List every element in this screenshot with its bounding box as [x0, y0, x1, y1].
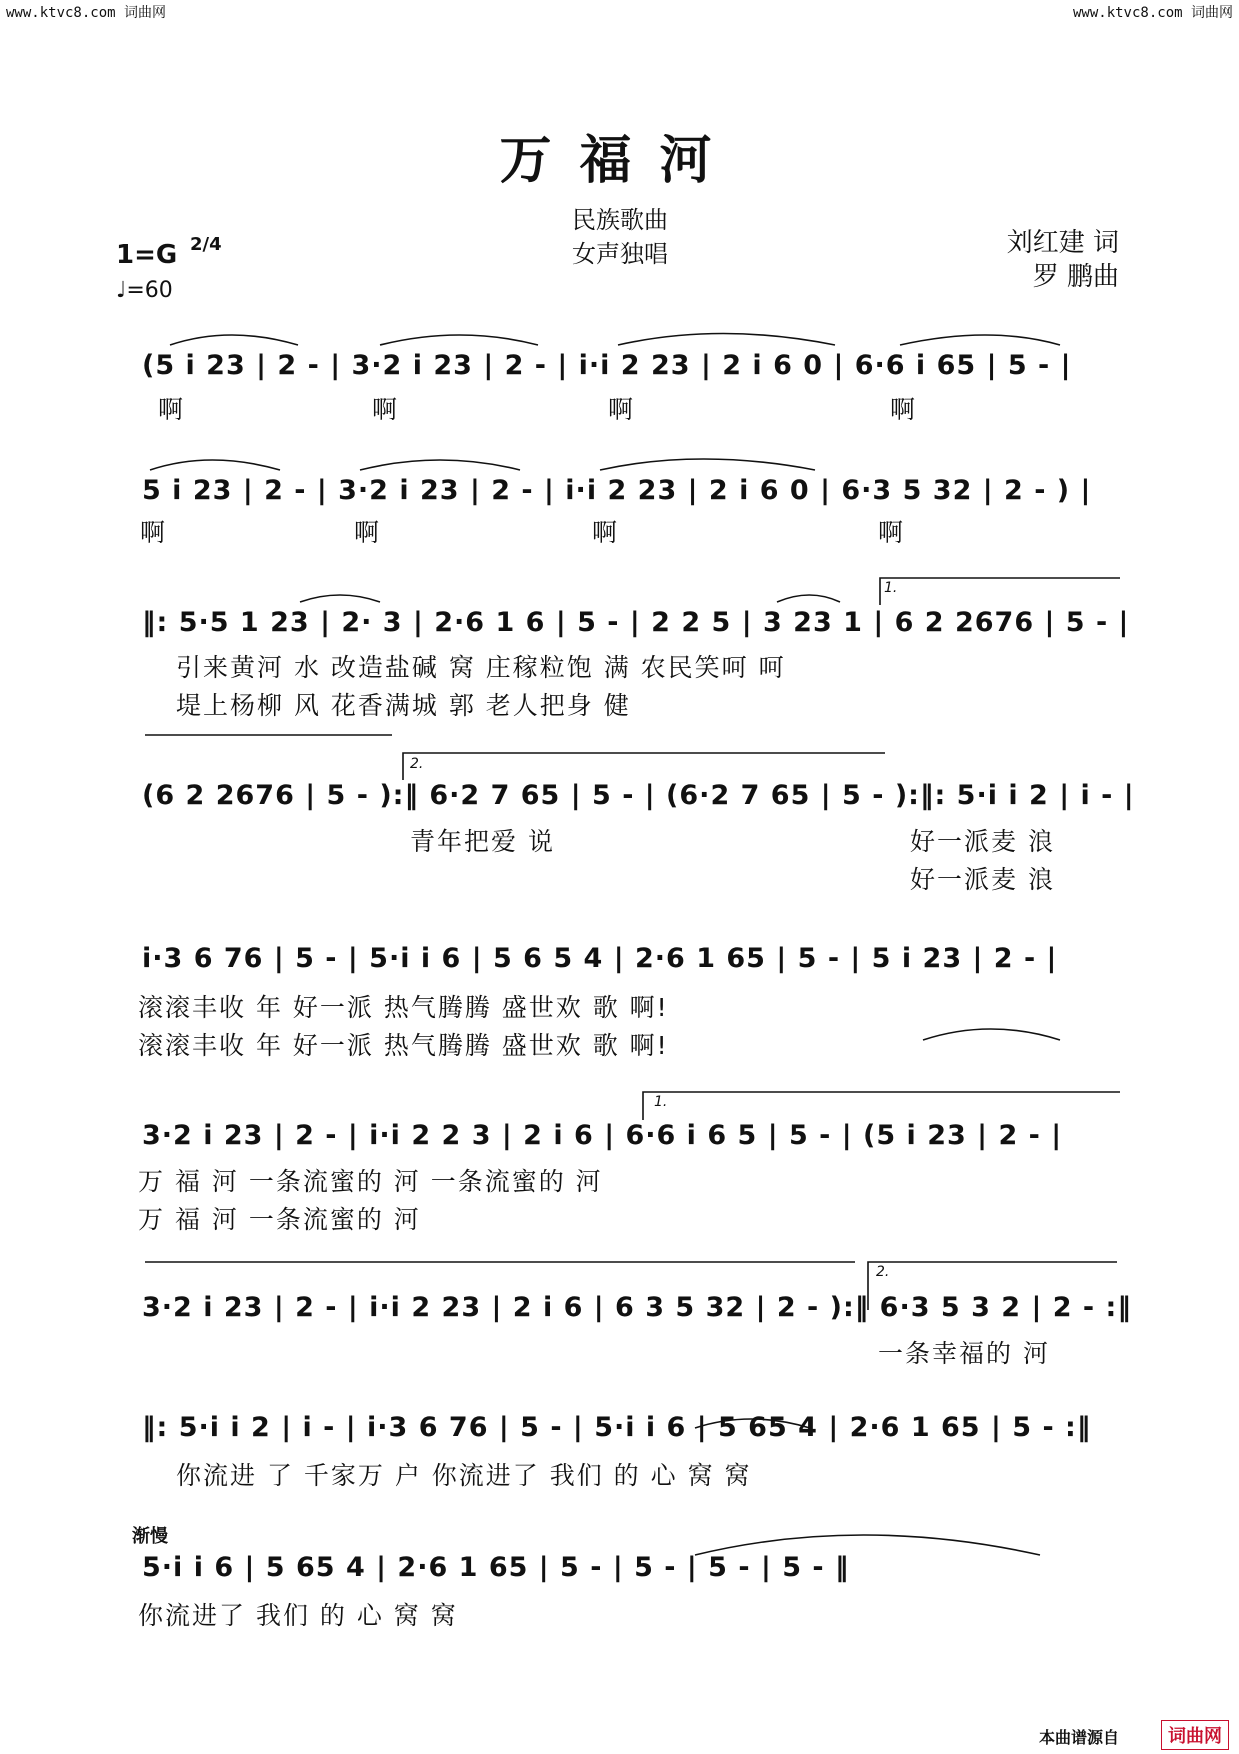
score-line-3-lyrics-verse1: 引来黄河 水 改造盐碱 窝 庄稼粒饱 满 农民笑呵 呵: [176, 653, 786, 682]
song-genre: 民族歌曲: [572, 206, 668, 234]
composer-credit: 罗 鹏曲: [1032, 262, 1119, 292]
slur: [900, 335, 1060, 345]
slur: [777, 595, 840, 602]
site-header-right: www.ktvc8.com 词曲网: [1072, 5, 1233, 21]
slur: [618, 334, 835, 346]
score-line-5-lyrics-verse1: 滚滚丰收 年 好一派 热气腾腾 盛世欢 歌 啊!: [138, 993, 669, 1022]
score-line-4-lyrics-verse3: 好一派麦 浪: [910, 865, 1055, 894]
slur: [300, 595, 380, 602]
score-line-1-notes: (5 i 23 | 2 - | 3·2 i 23 | 2 - | i·i 2 23 | 2 i 6 0 | 6·6 i 65 | 5 - |: [142, 350, 1072, 381]
volta-bracket-1: [880, 578, 1120, 605]
score-line-8-lyrics-verse1: 你流进 了 千家万 户 你流进了 我们 的 心 窝 窝: [176, 1461, 752, 1490]
score-line-5-notes: i·3 6 76 | 5 - | 5·i i 6 | 5 6 5 4 | 2·6 1 65 | 5 - | 5 i 23 | 2 - |: [142, 943, 1058, 974]
score-line-1-lyric-c: 啊: [608, 395, 636, 424]
volta-bracket-2: [403, 753, 885, 780]
score-line-9-lyrics-verse1: 你流进了 我们 的 心 窝 窝: [138, 1601, 458, 1630]
song-performance: 女声独唱: [572, 240, 668, 268]
footer-site-logo[interactable]: 词曲网: [1161, 1720, 1229, 1750]
site-header-left: www.ktvc8.com 词曲网: [6, 5, 167, 21]
volta-1-label: 1.: [884, 580, 898, 596]
score-line-9-notes: 5·i i 6 | 5 65 4 | 2·6 1 65 | 5 - | 5 - | 5 - | 5 - ‖: [142, 1552, 850, 1583]
tempo-marking: ♩=60: [116, 278, 173, 303]
ritardando-marking: 渐慢: [132, 1526, 168, 1547]
score-line-2-lyric-c: 啊: [592, 518, 620, 547]
slur: [380, 335, 538, 345]
slur: [600, 459, 815, 470]
score-line-2-lyric-d: 啊: [878, 518, 906, 547]
slur: [150, 460, 280, 470]
score-line-1-lyric-d: 啊: [890, 395, 918, 424]
score-line-7-lyrics-verse1: 一条幸福的 河: [878, 1339, 1050, 1368]
song-title: 万福河: [499, 130, 740, 191]
lyricist-credit: 刘红建 词: [1006, 228, 1119, 258]
score-line-2-notes: 5 i 23 | 2 - | 3·2 i 23 | 2 - | i·i 2 23 | 2 i 6 0 | 6·3 5 32 | 2 - ) |: [142, 475, 1092, 506]
volta-2b-label: 2.: [876, 1264, 890, 1280]
slur: [923, 1029, 1060, 1040]
score-line-3-lyrics-verse2: 堤上杨柳 风 花香满城 郭 老人把身 健: [176, 691, 631, 720]
score-line-7-notes: 3·2 i 23 | 2 - | i·i 2 23 | 2 i 6 | 6 3 5 32 | 2 - ):‖ 6·3 5 3 2 | 2 - :‖: [142, 1292, 1132, 1323]
score-line-3-notes: ‖: 5·5 1 23 | 2· 3 | 2·6 1 6 | 5 - | 2 2 5 | 3 23 1 | 6 2 2676 | 5 - |: [142, 607, 1130, 638]
volta-1b-label: 1.: [654, 1094, 668, 1110]
score-line-5-lyrics-verse2: 滚滚丰收 年 好一派 热气腾腾 盛世欢 歌 啊!: [138, 1031, 669, 1060]
score-line-4-lyrics-verse2: 好一派麦 浪: [910, 827, 1055, 856]
score-line-8-notes: ‖: 5·i i 2 | i - | i·3 6 76 | 5 - | 5·i i 6 | 5 65 4 | 2·6 1 65 | 5 - :‖: [142, 1412, 1092, 1443]
score-line-4-lyrics-verse1: 青年把爱 说: [410, 827, 555, 856]
score-line-1-lyric-b: 啊: [372, 395, 400, 424]
score-line-6-lyrics-verse2: 万 福 河 一条流蜜的 河: [138, 1205, 421, 1234]
volta-bracket-1b: [643, 1092, 1120, 1120]
score-line-6-lyrics-verse1: 万 福 河 一条流蜜的 河 一条流蜜的 河: [138, 1167, 603, 1196]
slur: [360, 460, 520, 470]
time-signature: 2/4: [190, 234, 222, 255]
volta-2-label: 2.: [410, 756, 424, 772]
footer-source-label: 本曲谱源自: [1038, 1728, 1119, 1747]
score-line-4-notes: (6 2 2676 | 5 - ):‖ 6·2 7 65 | 5 - | (6·2 7 65 | 5 - ):‖: 5·i i 2 | i - |: [142, 780, 1135, 811]
score-line-2-lyric-a: 啊: [140, 518, 168, 547]
score-line-1-lyric-a: 啊: [158, 395, 186, 424]
score-line-6-notes: 3·2 i 23 | 2 - | i·i 2 2 3 | 2 i 6 | 6·6 i 6 5 | 5 - | (5 i 23 | 2 - |: [142, 1120, 1063, 1151]
key-signature: 1=G: [116, 240, 178, 270]
score-line-2-lyric-b: 啊: [354, 518, 382, 547]
slur: [170, 335, 298, 345]
